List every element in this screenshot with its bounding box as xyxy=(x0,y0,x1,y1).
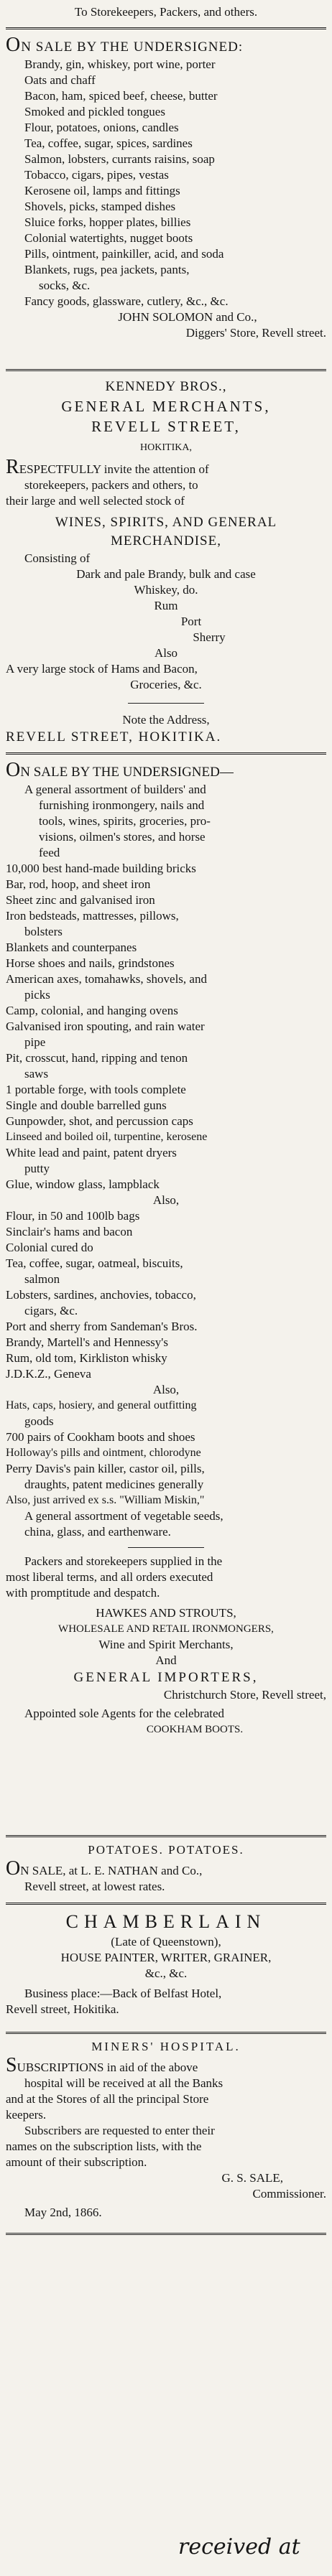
ad-solomon-body xyxy=(6,36,326,341)
ad-title: GENERAL MERCHANTS, xyxy=(61,398,271,415)
short-rule xyxy=(128,703,204,704)
ad-text: Rum xyxy=(154,599,178,612)
list-item: Pit, crosscut, hand, ripping and tenon xyxy=(6,1051,188,1065)
ad-name: KENNEDY BROS., xyxy=(105,379,227,394)
ad-date: May 2nd, 1866. xyxy=(24,2206,102,2219)
ad-trade: Wine and Spirit Merchants, xyxy=(98,1638,234,1651)
divider xyxy=(6,369,326,371)
ad-trade: GENERAL IMPORTERS, xyxy=(73,1670,259,1685)
list-item: Kerosene oil, lamps and fittings xyxy=(24,184,180,197)
list-item: tools, wines, spirits, groceries, pro- xyxy=(39,814,211,828)
list-item: salmon xyxy=(24,1272,60,1286)
list-item: Brandy, Martell's and Hennessy's xyxy=(6,1335,168,1349)
divider xyxy=(6,1835,326,1837)
list-item: 1 portable forge, with tools complete xyxy=(6,1083,186,1096)
list-item: china, glass, and earthenware. xyxy=(24,1525,171,1539)
list-item: Iron bedsteads, mattresses, pillows, xyxy=(6,909,179,923)
ad-text: &c., &c. xyxy=(144,1966,188,1980)
ad-hospital xyxy=(6,2039,326,2221)
list-item: Holloway's pills and ointment, chlorodyne xyxy=(6,1447,201,1459)
ad-stock-heading: MERCHANDISE, xyxy=(111,533,221,549)
list-item: visions, oilmen's stores, and horse xyxy=(39,830,206,844)
list-item: Flour, in 50 and 100lb bags xyxy=(6,1209,140,1223)
ad-text: Dark and pale Brandy, bulk and case xyxy=(76,567,256,581)
ad-top-line: To Storekeepers, Packers, and others. xyxy=(74,5,258,19)
list-item: Galvanised iron spouting, and rain water xyxy=(6,1019,205,1033)
list-item: saws xyxy=(24,1067,49,1081)
ad-heading: ON SALE BY THE UNDERSIGNED: xyxy=(6,34,244,56)
ad-text: Business place:—Back of Belfast Hotel, xyxy=(24,1987,222,2000)
list-item: Lobsters, sardines, anchovies, tobacco, xyxy=(6,1288,196,1302)
ad-text: Whiskey, do. xyxy=(134,583,198,597)
ad-text: Appointed sole Agents for the celebrated xyxy=(24,1707,225,1720)
list-item: Tea, coffee, sugar, spices, sardines xyxy=(24,136,193,150)
divider xyxy=(6,2032,326,2034)
ad-signature: G. S. SALE, xyxy=(221,2171,283,2185)
list-item: picks xyxy=(24,988,50,1002)
list-item: putty xyxy=(24,1162,50,1175)
ad-sub: (Late of Queenstown), xyxy=(111,1935,221,1949)
list-item: Also, just arrived ex s.s. "William Miskin," xyxy=(6,1494,205,1506)
list-item: Colonial cured do xyxy=(6,1241,93,1254)
ad-text: names on the subscription lists, with the xyxy=(6,2139,202,2153)
list-item: Sheet zinc and galvanised iron xyxy=(6,893,155,907)
list-item: Sinclair's hams and bacon xyxy=(6,1225,133,1238)
list-item: Blankets and counterpanes xyxy=(6,941,137,954)
ad-text: Revell street, at lowest rates. xyxy=(24,1880,165,1893)
list-item: Pills, ointment, painkiller, acid, and soda xyxy=(24,247,224,261)
ad-text: Sherry xyxy=(193,630,226,644)
ad-text: Groceries, &c. xyxy=(130,678,202,691)
ad-address: Diggers' Store, Revell street. xyxy=(185,326,326,340)
ad-role: Commissioner. xyxy=(252,2187,326,2201)
ad-text: A very large stock of Hams and Bacon, xyxy=(6,662,198,676)
list-item: Bar, rod, hoop, and sheet iron xyxy=(6,877,151,891)
ad-text: with promptitude and despatch. xyxy=(6,1586,160,1600)
ad-text: Port xyxy=(180,615,202,628)
ad-text: and at the Stores of all the principal Store xyxy=(6,2092,209,2106)
list-item: Gunpowder, shot, and percussion caps xyxy=(6,1114,193,1128)
list-item: Fancy goods, glassware, cutlery, &c., &c. xyxy=(24,294,229,308)
ad-nathan xyxy=(6,1842,326,1895)
list-item: Blankets, rugs, pea jackets, pants, xyxy=(24,263,190,276)
list-item: 10,000 best hand-made building bricks xyxy=(6,862,196,875)
ad-name: CHAMBERLAIN xyxy=(65,1911,267,1932)
ad-chamberlain xyxy=(6,1910,326,2017)
list-item: Flour, potatoes, onions, candles xyxy=(24,121,179,134)
ad-intro: RESPECTFULLY invite the attention of xyxy=(6,456,209,478)
ad-signature: HAWKES AND STROUTS, xyxy=(96,1606,236,1620)
ad-text: Revell street, Hokitika. xyxy=(6,2002,119,2016)
ad-text: COOKHAM BOOTS. xyxy=(146,1724,244,1735)
ad-intro: their large and well selected stock of xyxy=(6,494,185,508)
list-item: socks, &c. xyxy=(39,279,91,292)
divider xyxy=(6,2233,326,2235)
list-item: Salmon, lobsters, currants raisins, soap xyxy=(24,152,215,166)
list-item: pipe xyxy=(24,1035,46,1049)
ad-title: REVELL STREET, xyxy=(91,418,241,435)
list-item: J.D.K.Z., Geneva xyxy=(6,1367,91,1381)
list-item: American axes, tomahawks, shovels, and xyxy=(6,972,207,986)
list-item: Linseed and boiled oil, turpentine, kerosene xyxy=(6,1131,208,1143)
list-item: Colonial watertights, nugget boots xyxy=(24,231,193,245)
ad-heading: ON SALE BY THE UNDERSIGNED— xyxy=(6,759,234,781)
list-item: A general assortment of builders' and xyxy=(24,783,206,796)
ad-heading: POTATOES. POTATOES. xyxy=(88,1843,244,1857)
ad-text: Packers and storekeepers supplied in the xyxy=(24,1554,223,1568)
ad-address: Christchurch Store, Revell street, xyxy=(163,1688,326,1702)
divider xyxy=(6,1903,326,1905)
ad-stock-heading: WINES, SPIRITS, AND GENERAL xyxy=(55,515,277,530)
ad-solomon xyxy=(6,4,326,20)
list-item: bolsters xyxy=(24,925,63,938)
ad-text: most liberal terms, and all orders executed xyxy=(6,1570,213,1584)
ad-intro: storekeepers, packers and others, to xyxy=(24,478,198,492)
ad-text: keepers. xyxy=(6,2108,47,2122)
ad-footer: REVELL STREET, HOKITIKA. xyxy=(6,729,222,745)
list-item: Also, xyxy=(152,1193,180,1207)
list-item: Glue, window glass, lampblack xyxy=(6,1177,160,1191)
list-item: feed xyxy=(39,846,60,859)
list-item: 700 pairs of Cookham boots and shoes xyxy=(6,1430,195,1444)
ad-text: Also xyxy=(154,646,178,660)
ad-kennedy xyxy=(6,378,326,747)
short-rule xyxy=(128,1547,204,1548)
handwritten-note: received at xyxy=(178,2534,300,2559)
ad-text: amount of their subscription. xyxy=(6,2155,147,2169)
list-item: Tobacco, cigars, pipes, vestas xyxy=(24,168,169,182)
list-item: A general assortment of vegetable seeds, xyxy=(24,1509,223,1523)
ad-text: ON SALE, at L. E. NATHAN and Co., xyxy=(6,1857,203,1880)
list-item: Port and sherry from Sandeman's Bros. xyxy=(6,1320,198,1333)
handwritten-area xyxy=(6,2534,326,2559)
list-item: Horse shoes and nails, grindstones xyxy=(6,956,175,970)
ad-place: HOKITIKA, xyxy=(140,442,192,453)
ad-trade: And xyxy=(155,1653,177,1667)
divider xyxy=(6,27,326,29)
list-item: Smoked and pickled tongues xyxy=(24,105,165,118)
list-item: Oats and chaff xyxy=(24,73,96,87)
list-item: Brandy, gin, whiskey, port wine, porter xyxy=(24,57,216,71)
ad-trade: HOUSE PAINTER, WRITER, GRAINER, xyxy=(60,1951,272,1964)
divider xyxy=(6,752,326,755)
list-item: Bacon, ham, spiced beef, cheese, butter xyxy=(24,89,218,103)
list-item: draughts, patent medicines generally xyxy=(24,1478,204,1491)
list-item: Single and double barrelled guns xyxy=(6,1098,167,1112)
ad-trade: WHOLESALE AND RETAIL IRONMONGERS, xyxy=(58,1623,274,1635)
list-item: Also, xyxy=(152,1383,180,1396)
list-item: Tea, coffee, sugar, oatmeal, biscuits, xyxy=(6,1256,183,1270)
list-item: furnishing ironmongery, nails and xyxy=(39,798,205,812)
ad-hawkes xyxy=(6,761,326,1737)
list-item: cigars, &c. xyxy=(24,1304,78,1317)
list-item: White lead and paint, patent dryers xyxy=(6,1146,177,1159)
list-item: goods xyxy=(24,1414,54,1428)
list-item: Shovels, picks, stamped dishes xyxy=(24,200,176,213)
ad-signature: JOHN SOLOMON and Co., xyxy=(118,310,257,324)
ad-text: Subscribers are requested to enter their xyxy=(24,2124,215,2137)
ad-text: hospital will be received at all the Banks xyxy=(24,2076,223,2090)
ad-heading: MINERS' HOSPITAL. xyxy=(91,2040,241,2053)
list-item: Camp, colonial, and hanging ovens xyxy=(6,1004,178,1017)
ad-text: SUBSCRIPTIONS in aid of the above xyxy=(6,2054,198,2076)
list-item: Rum, old tom, Kirkliston whisky xyxy=(6,1351,167,1365)
ad-text: Consisting of xyxy=(24,551,91,565)
list-item: Perry Davis's pain killer, castor oil, pills, xyxy=(6,1462,205,1475)
list-item: Sluice forks, hopper plates, billies xyxy=(24,215,191,229)
list-item: Hats, caps, hosiery, and general outfitting xyxy=(6,1399,197,1411)
ad-text: Note the Address, xyxy=(122,713,210,727)
